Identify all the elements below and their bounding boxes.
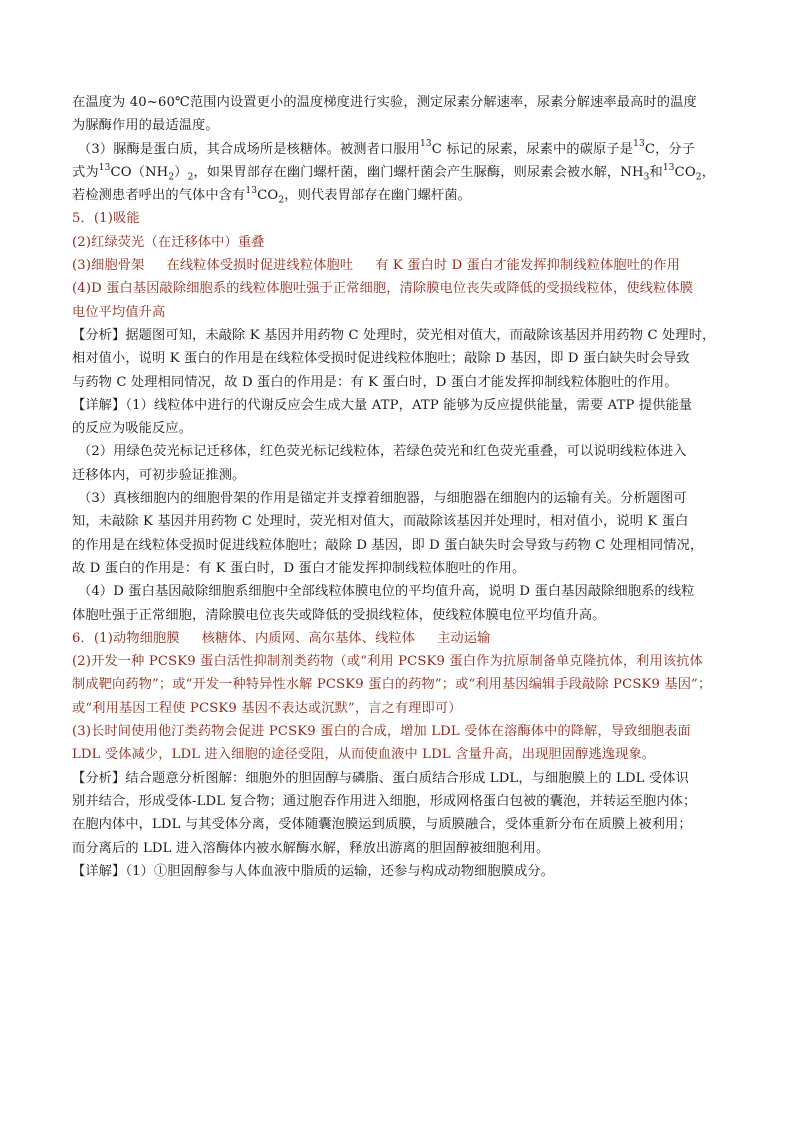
text-line: 【详解】（1）线粒体中进行的代谢反应会生成大量 ATP，ATP 能够为反应提供能量，需要 ATP 提供能量	[72, 397, 693, 413]
answer-line: 制成靶向药物”；或“开发一种特异性水解 PCSK9 蛋白的药物”；或“利用基因编辑手段敲除 PCSK9 基因”；	[72, 677, 712, 693]
text-line: 在胞内体中，LDL 与其受体分离，受体随囊泡膜运到质膜，与质膜融合，受体重新分布在质膜上被利用；	[72, 817, 692, 833]
answer-line: (3)长时间使用他汀类药物会促进 PCSK9 蛋白的合成，增加 LDL 受体在溶酶体中的降解，导致细胞表面	[72, 724, 691, 740]
text-line: 体胞吐强于正常细胞，清除膜电位丧失或降低的受损线粒体，使线粒体膜电位平均值升高。	[72, 607, 606, 623]
text-line: （4）D 蛋白基因敲除细胞系细胞中全部线粒体膜电位的平均值升高，说明 D 蛋白基因敲除细胞系的线粒	[78, 584, 695, 600]
text-line: 在温度为 40~60℃范围内设置更小的温度梯度进行实验，测定尿素分解速率，尿素分解速率最高时的温度	[72, 95, 697, 110]
answer-line: 电位平均值升高	[72, 304, 166, 320]
answer-line: (2)红绿荧光（在迁移体中）重叠	[72, 234, 265, 250]
text-line: （3）真核细胞内的细胞骨架的作用是锚定并支撑着细胞器，与细胞器在细胞内的运输有关。分析题图可	[78, 491, 687, 507]
text-line: 【分析】据题图可知，未敲除 K 基因并用药物 C 处理时，荧光相对值大，而敲除该基因并用药物 C 处理时，	[72, 327, 716, 343]
text-line: 迁移体内，可初步验证推测。	[72, 467, 246, 483]
answer-text-body	[72, 91, 732, 883]
answer-line: 5．(1)吸能	[72, 211, 140, 227]
text-line: 【详解】（1）①胆固醇参与人体血液中脂质的运输，还参与构成动物细胞膜成分。	[72, 863, 555, 879]
text-line: 式为$^{13}CO(NH_2)_2$，如果胃部存在幽门螺杆菌，幽门螺杆菌会产生脲酶，则尿素会被水解，$NH_3$和$^{13}CO_2$，	[72, 162, 716, 183]
answer-line: LDL 受体减少，LDL 进入细胞的途径受阻，从而使血液中 LDL 含量升高，出现胆固醇逃逸现象。	[72, 747, 656, 763]
text-line: 与药物 C 处理相同情况，故 D 蛋白的作用是：有 K 蛋白时，D 蛋白才能发挥抑制线粒体胞吐的作用。	[72, 374, 678, 390]
text-line: 别并结合，形成受体-LDL 复合物；通过胞吞作用进入细胞，形成网格蛋白包被的囊泡，并转运至胞内体；	[72, 793, 697, 809]
text-line: （3）脲酶是蛋白质，其合成场所是核糖体。被测者口服用$^{13}$C 标记的尿素，尿素中的碳原子是$^{13}$C，分子	[78, 139, 696, 157]
answer-line: 6．(1)动物细胞膜 核糖体、内质网、高尔基体、线粒体 主动运输	[72, 630, 491, 646]
text-line: （2）用绿色荧光标记迁移体，红色荧光标记线粒体，若绿色荧光和红色荧光重叠，可以说明线粒体进入	[78, 444, 687, 460]
answer-line: (2)开发一种 PCSK9 蛋白活性抑制剂类药物（或“利用 PCSK9 蛋白作为抗原制备单克隆抗体，利用该抗体	[72, 654, 703, 670]
text-line: 的作用是在线粒体受损时促进线粒体胞吐；敲除 D 基因，即 D 蛋白缺失时会导致与药物 C 处理相同情况，	[72, 537, 704, 553]
answer-line: 或“利用基因工程使 PCSK9 基因不表达或沉默”，言之有理即可）	[72, 700, 462, 716]
text-line: 【分析】结合题意分析图解：细胞外的胆固醇与磷脂、蛋白质结合形成 LDL，与细胞膜上的 LDL 受体识	[72, 770, 689, 786]
text-line: 若检测患者呼出的气体中含有$^{13}CO_2$，则代表胃部存在幽门螺杆菌。	[72, 185, 471, 206]
text-line: 的反应为吸能反应。	[72, 421, 193, 437]
text-line: 为脲酶作用的最适温度。	[72, 118, 219, 134]
text-line: 而分离后的 LDL 进入溶酶体内被水解酶水解，释放出游离的胆固醇被细胞利用。	[72, 840, 550, 856]
answer-line: (3)细胞骨架 在线粒体受损时促进线粒体胞吐 有 K 蛋白时 D 蛋白才能发挥抑制线粒体胞吐的作用	[72, 258, 681, 274]
text-line: 知，未敲除 K 基因并用药物 C 处理时，荧光相对值大，而敲除该基因并处理时，相对值小，说明 K 蛋白	[72, 514, 689, 530]
text-line: 故 D 蛋白的作用是：有 K 蛋白时，D 蛋白才能发挥抑制线粒体胞吐的作用。	[72, 560, 526, 576]
answer-line: (4)D 蛋白基因敲除细胞系的线粒体胞吐强于正常细胞，清除膜电位丧失或降低的受损线粒体，使线粒体膜	[72, 281, 694, 297]
text-line: 相对值小，说明 K 蛋白的作用是在线粒体受损时促进线粒体胞吐；敲除 D 基因，即 D 蛋白缺失时会导致	[72, 351, 690, 367]
